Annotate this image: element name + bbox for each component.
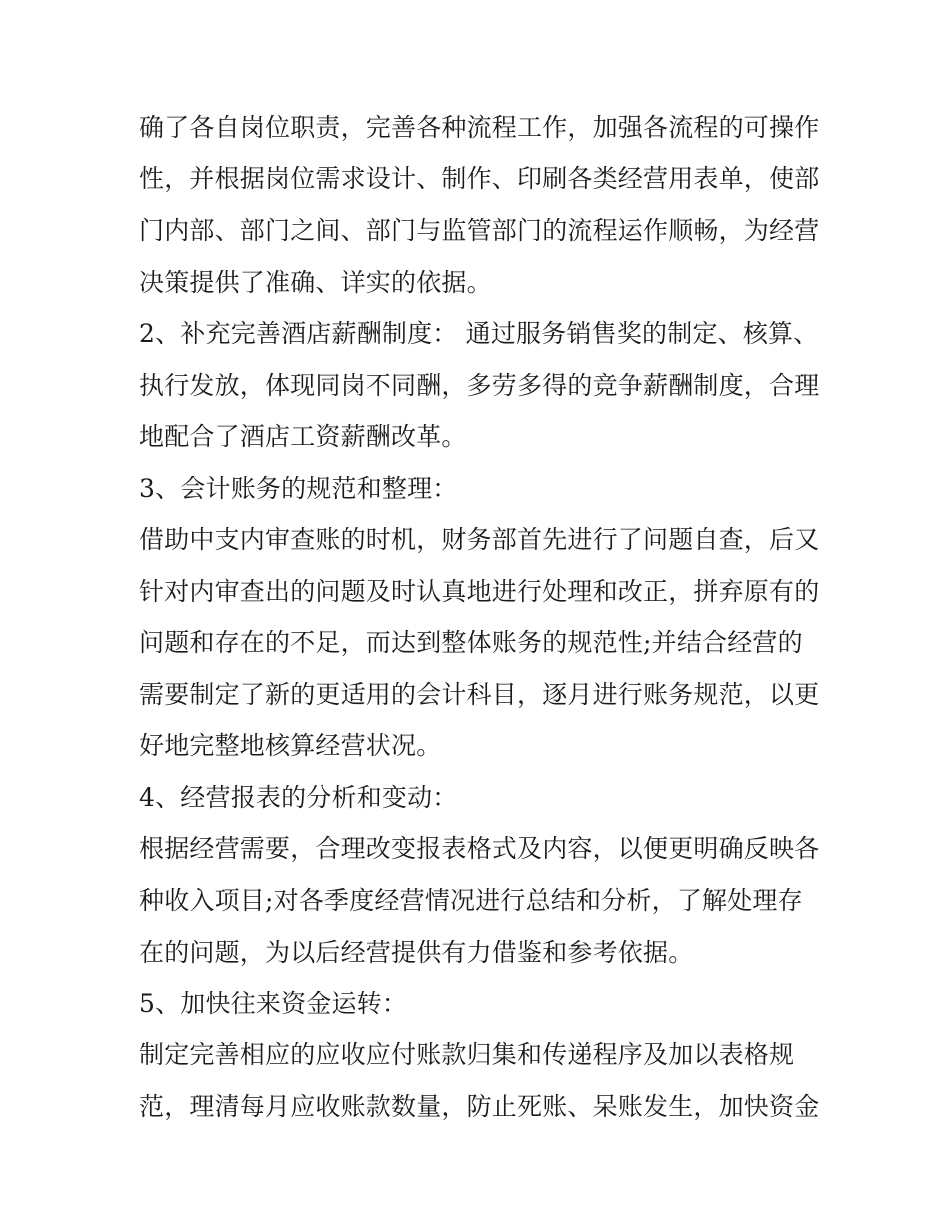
text-line: 地配合了酒店工资薪酬改革。: [139, 422, 467, 451]
text-line: 种收入项目;对各季度经营情况进行总结和分析，了解处理存: [139, 886, 803, 915]
section-heading: 3、会计账务的规范和整理：: [139, 474, 458, 503]
section-heading: 4、经营报表的分析和变动：: [139, 783, 458, 812]
text-line: 好地完整地核算经营状况。: [139, 731, 442, 760]
text-line: 性，并根据岗位需求设计、制作、印刷各类经营用表单，使部: [139, 164, 820, 193]
section-heading: 5、加快往来资金运转：: [139, 989, 408, 1018]
text-line: 借助中支内审查账的时机，财务部首先进行了问题自查，后又: [139, 525, 820, 554]
text-line: 执行发放，体现同岗不同酬，多劳多得的竞争薪酬制度，合理: [139, 371, 820, 400]
text-line: 门内部、部门之间、部门与监管部门的流程运作顺畅，为经营: [139, 216, 820, 245]
text-line: 范，理清每月应收账款数量，防止死账、呆账发生，加快资金: [139, 1092, 820, 1121]
text-line: 需要制定了新的更适用的会计科目，逐月进行账务规范，以更: [139, 680, 820, 709]
text-line: 针对内审查出的问题及时认真地进行处理和改正，拼弃原有的: [139, 577, 820, 606]
text-line: 制定完善相应的应收应付账款归集和传递程序及加以表格规: [139, 1040, 795, 1069]
text-line: 决策提供了准确、详实的依据。: [139, 268, 492, 297]
text-line: 在的问题，为以后经营提供有力借鉴和参考依据。: [139, 938, 694, 967]
text-line: 问题和存在的不足，而达到整体账务的规范性;并结合经营的: [139, 628, 803, 657]
text-line: 根据经营需要，合理改变报表格式及内容，以便更明确反映各: [139, 834, 820, 863]
section-heading: 2、补充完善酒店薪酬制度： 通过服务销售奖的制定、核算、: [139, 319, 819, 348]
text-line: 确了各自岗位职责，完善各种流程工作，加强各流程的可操作: [139, 113, 820, 142]
